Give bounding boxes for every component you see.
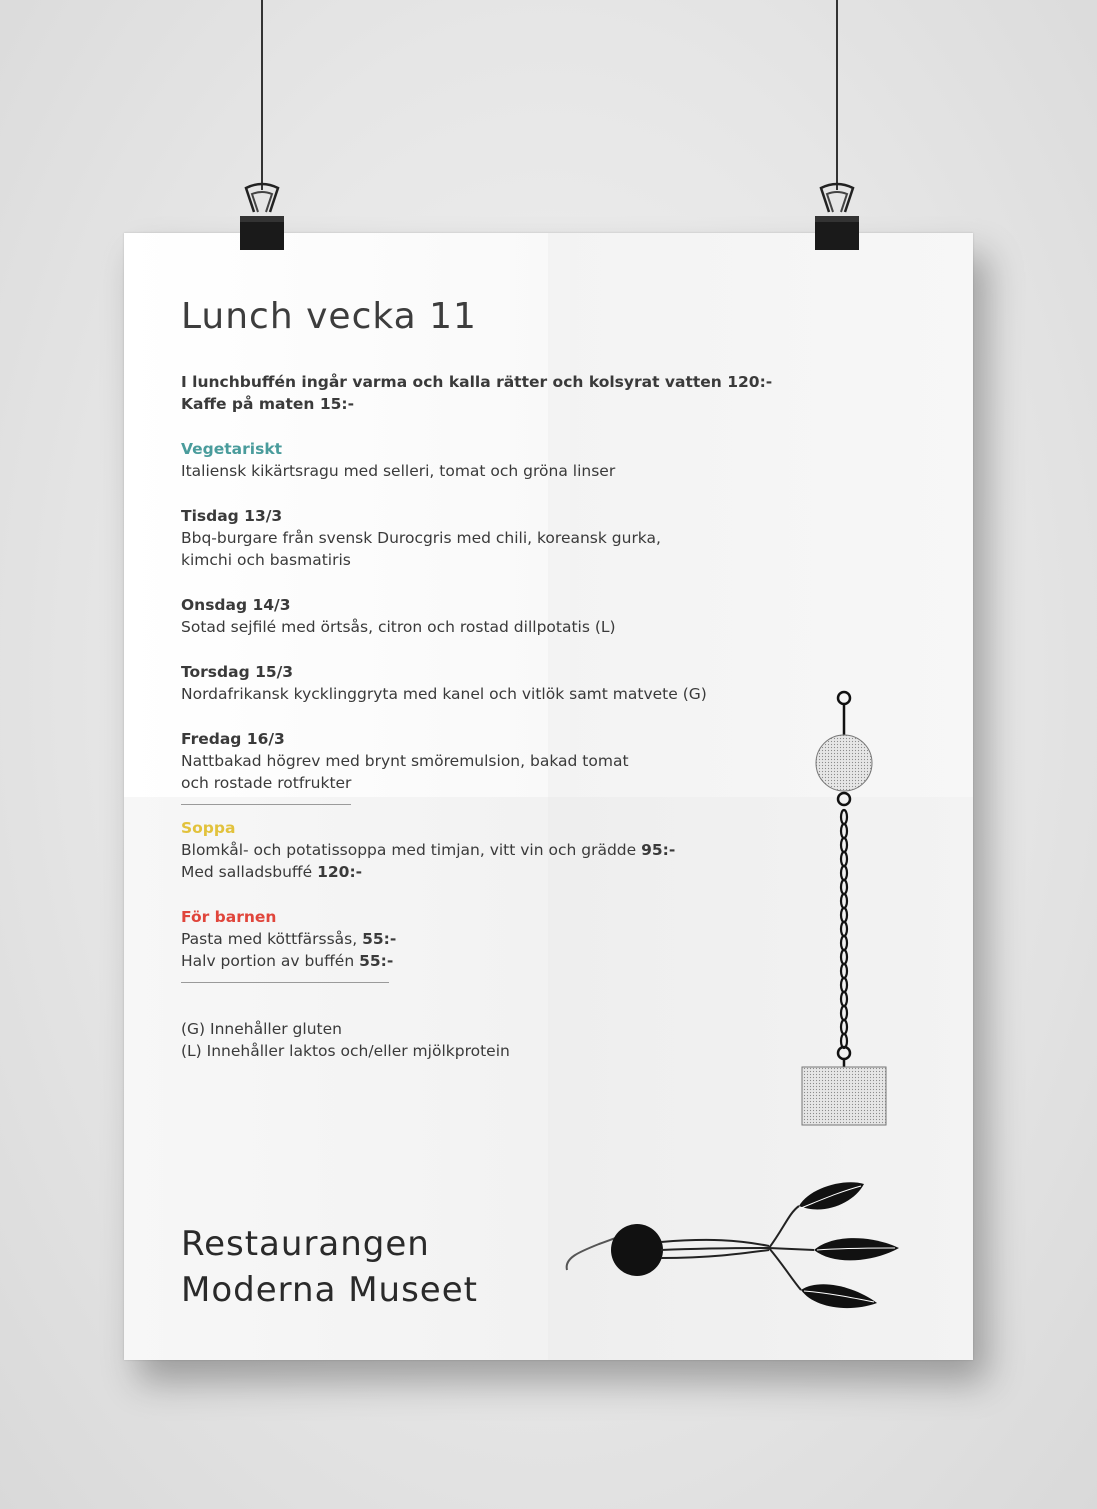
day-tuesday: Tisdag 13/3 — [181, 507, 283, 525]
hanging-chain-illustration — [794, 683, 904, 1133]
binder-clip-right — [813, 182, 861, 252]
soup-heading: Soppa — [181, 819, 236, 837]
veg-heading: Vegetariskt — [181, 440, 283, 458]
kids-pasta-price: 55:- — [362, 930, 397, 948]
veg-dish: Italiensk kikärtsragu med selleri, tomat och gröna linser — [181, 462, 616, 480]
intro-buffet-line: I lunchbuffén ingår varma och kalla rätter och kolsyrat vatten 120:- — [181, 373, 773, 391]
dish-thursday: Nordafrikansk kycklinggryta med kanel och vitlök samt matvete (G) — [181, 685, 707, 703]
intro-coffee-line: Kaffe på maten 15:- — [181, 395, 355, 413]
soup-price: 95:- — [641, 841, 676, 859]
kids-line1: Pasta med köttfärssås, 55:- — [181, 930, 397, 948]
dish-tuesday-line2: kimchi och basmatiris — [181, 551, 351, 569]
dish-wednesday: Sotad sejfilé med örtsås, citron och rostad dillpotatis (L) — [181, 618, 616, 636]
dish-friday-line1: Nattbakad högrev med brynt smöremulsion, bakad tomat — [181, 752, 629, 770]
day-thursday: Torsdag 15/3 — [181, 663, 294, 681]
divider — [181, 982, 389, 983]
restaurant-name: Restaurangen Moderna Museet — [181, 1224, 478, 1310]
radish-illustration — [559, 1178, 909, 1318]
legend-gluten: (G) Innehåller gluten — [181, 1020, 342, 1038]
soup-salad-price: 120:- — [317, 863, 363, 881]
soup-line2: Med salladsbuffé 120:- — [181, 863, 363, 881]
hanging-wire-right — [836, 0, 838, 190]
dish-friday-line2: och rostade rotfrukter — [181, 774, 352, 792]
dish-tuesday-line1: Bbq-burgare från svensk Durocgris med chili, koreansk gurka, — [181, 529, 661, 547]
binder-clip-left — [238, 182, 286, 252]
soup-line1: Blomkål- och potatissoppa med timjan, vitt vin och grädde 95:- — [181, 841, 676, 859]
hanging-wire-left — [261, 0, 263, 190]
legend-lactose: (L) Innehåller laktos och/eller mjölkprotein — [181, 1042, 510, 1060]
day-wednesday: Onsdag 14/3 — [181, 596, 291, 614]
day-friday: Fredag 16/3 — [181, 730, 285, 748]
page-title: Lunch vecka 11 — [181, 296, 477, 337]
divider — [181, 804, 351, 805]
kids-buffet-price: 55:- — [359, 952, 394, 970]
menu-poster — [124, 233, 973, 1360]
kids-line2: Halv portion av buffén 55:- — [181, 952, 394, 970]
menu-content — [181, 293, 781, 1062]
kids-heading: För barnen — [181, 908, 277, 926]
